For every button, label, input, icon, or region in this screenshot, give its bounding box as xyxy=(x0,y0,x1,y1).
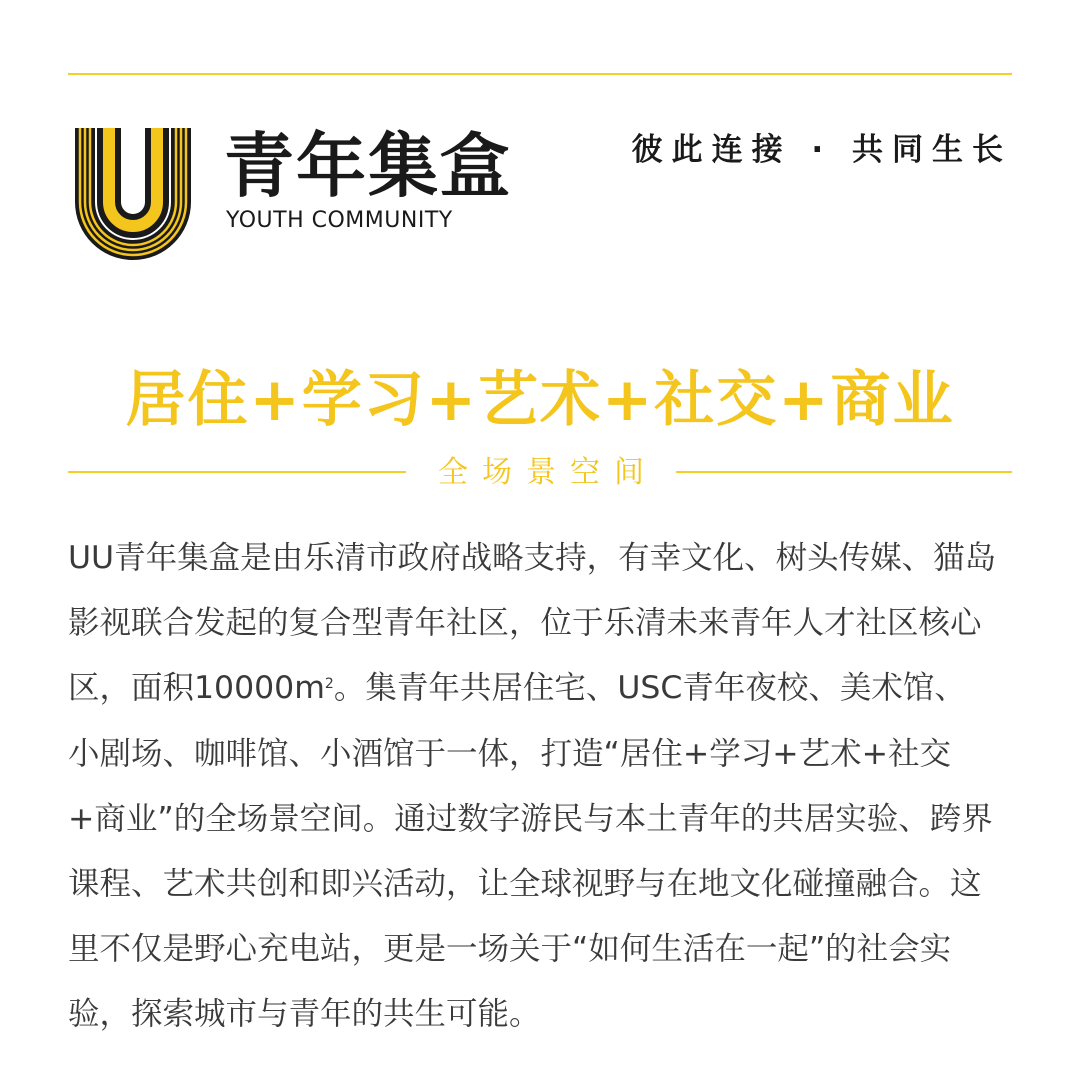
body-line: 里不仅是野心充电站，更是一场关于“如何生活在一起”的社会实 xyxy=(68,931,952,968)
body-line: UU青年集盒是由乐清市政府战略支持，有幸文化、树头传媒、猫岛 xyxy=(68,540,997,576)
slogan: 彼此连接 · 共同生长 xyxy=(631,132,1012,168)
body-line-segment: 。集青年共居住宅、USC青年夜校、美术馆、 xyxy=(333,670,966,707)
body-line: 影视联合发起的复合型青年社区，位于乐清未来青年人才社区核心 xyxy=(68,605,982,642)
headline: 居住+学习+艺术+社交+商业 xyxy=(125,365,955,435)
top-divider xyxy=(68,73,1012,75)
body-line xyxy=(68,656,1016,721)
subhead-divider-right xyxy=(676,471,1012,473)
body-line: +商业”的全场景空间。通过数字游民与本土青年的共居实验、跨界 xyxy=(68,800,993,837)
superscript: 2 xyxy=(324,676,334,693)
subhead: 全场景空间 xyxy=(438,455,658,490)
body-line: 验，探索城市与青年的共生可能。 xyxy=(68,996,541,1033)
body-line: 小剧场、咖啡馆、小酒馆于一体，打造“居住+学习+艺术+社交 xyxy=(68,735,952,772)
uu-logo-icon xyxy=(66,120,200,270)
body-line: 课程、艺术共创和即兴活动，让全球视野与在地文化碰撞融合。这 xyxy=(68,865,982,902)
body-line-segment: 区，面积10000m xyxy=(68,670,325,707)
brand-name-cn: 青年集盒 xyxy=(224,125,512,207)
subhead-divider-left xyxy=(68,471,406,473)
brand-name-en: YOUTH COMMUNITY xyxy=(226,208,453,233)
body-paragraph xyxy=(68,526,1016,1048)
